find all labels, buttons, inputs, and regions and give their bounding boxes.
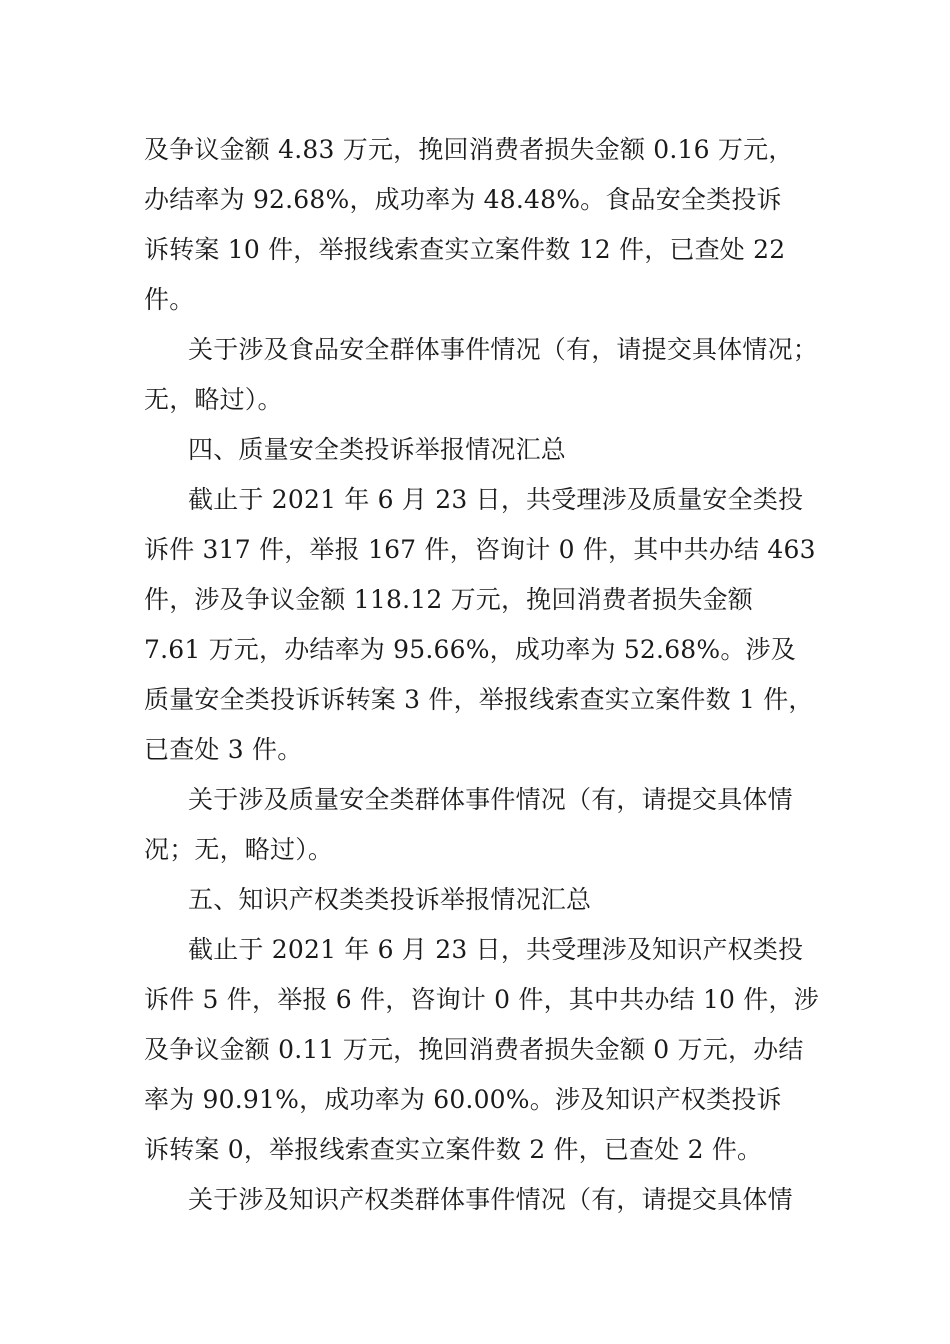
paragraph-line: 诉件 317 件，举报 167 件，咨询计 0 件，其中共办结 463 [144, 535, 816, 564]
paragraph-line: 诉转案 10 件，举报线索查实立案件数 12 件，已查处 22 [144, 235, 786, 264]
paragraph-line: 关于涉及知识产权类群体事件情况（有，请提交具体情 [188, 1185, 793, 1214]
paragraph-line: 截止于 2021 年 6 月 23 日，共受理涉及知识产权类投 [188, 935, 804, 964]
paragraph-line: 及争议金额 4.83 万元，挽回消费者损失金额 0.16 万元， [144, 135, 794, 164]
paragraph-line: 关于涉及质量安全类群体事件情况（有，请提交具体情 [188, 785, 793, 814]
paragraph-line: 截止于 2021 年 6 月 23 日，共受理涉及质量安全类投 [188, 485, 804, 514]
paragraph-line: 件。 [144, 285, 195, 314]
paragraph-line: 及争议金额 0.11 万元，挽回消费者损失金额 0 万元，办结 [144, 1035, 804, 1064]
paragraph-line: 诉件 5 件，举报 6 件，咨询计 0 件，其中共办结 10 件，涉 [144, 985, 819, 1014]
paragraph-line: 件，涉及争议金额 118.12 万元，挽回消费者损失金额 [144, 585, 753, 614]
paragraph-line: 率为 90.91%，成功率为 60.00%。涉及知识产权类投诉 [144, 1085, 782, 1114]
paragraph-line: 况；无，略过）。 [144, 835, 334, 864]
paragraph-line: 质量安全类投诉诉转案 3 件，举报线索查实立案件数 1 件， [144, 685, 814, 714]
section-heading: 五、知识产权类类投诉举报情况汇总 [188, 885, 592, 914]
paragraph-line: 已查处 3 件。 [144, 735, 303, 764]
section-heading: 四、质量安全类投诉举报情况汇总 [188, 435, 567, 464]
paragraph-line: 诉转案 0，举报线索查实立案件数 2 件，已查处 2 件。 [144, 1135, 763, 1164]
paragraph-line: 无，略过）。 [144, 385, 283, 414]
paragraph-line: 7.61 万元，办结率为 95.66%，成功率为 52.68%。涉及 [144, 635, 796, 664]
paragraph-line: 关于涉及食品安全群体事件情况（有，请提交具体情况； [188, 335, 819, 364]
paragraph-line: 办结率为 92.68%，成功率为 48.48%。食品安全类投诉 [144, 185, 782, 214]
